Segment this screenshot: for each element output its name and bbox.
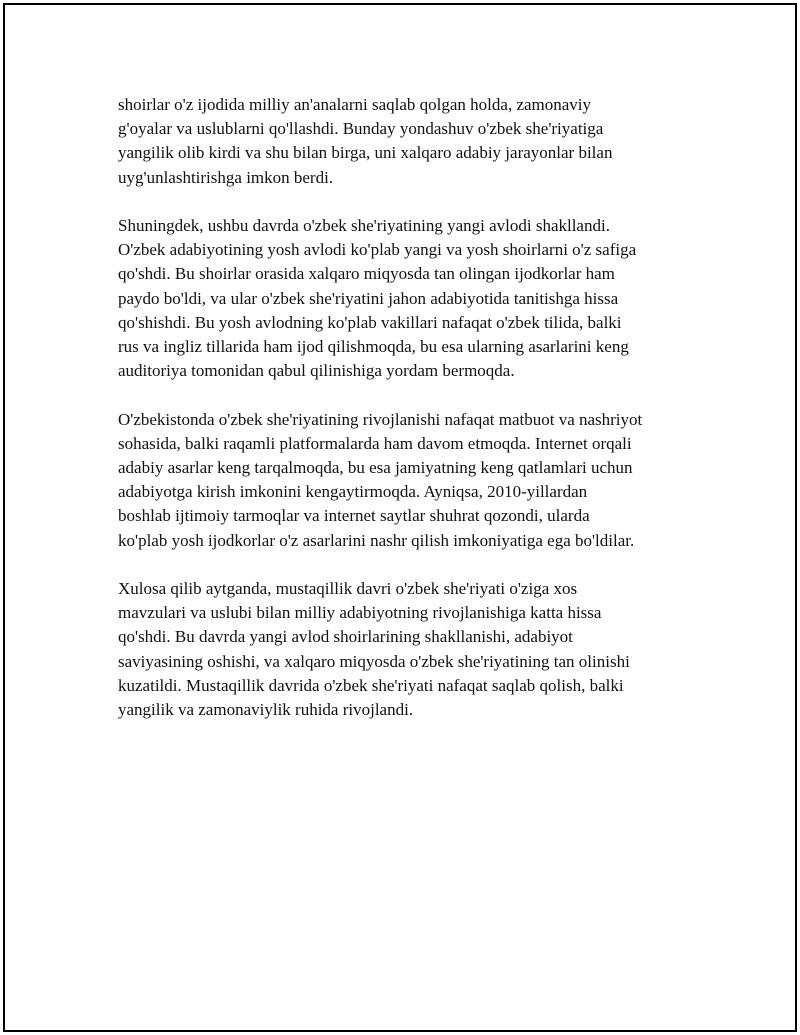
text-line: O'zbekistonda o'zbek she'riyatining rivojlanishi nafaqat matbuot va nashriyot: [118, 409, 643, 429]
text-line: auditoriya tomonidan qabul qilinishiga yordam bermoqda.: [118, 361, 515, 381]
text-line: uyg'unlashtirishga imkon berdi.: [118, 167, 334, 187]
paragraph: [118, 93, 698, 190]
paragraph: [118, 214, 698, 383]
document-body: [118, 93, 698, 746]
text-line: g'oyalar va uslublarni qo'llashdi. Bunday yondashuv o'zbek she'riyatiga: [118, 119, 604, 139]
text-line: adabiy asarlar keng tarqalmoqda, bu esa jamiyatning keng qatlamlari uchun: [118, 458, 633, 478]
text-line: rus va ingliz tillarida ham ijod qilishmoqda, bu esa ularning asarlarini keng: [118, 337, 629, 357]
text-line: yangilik va zamonaviylik ruhida rivojlandi.: [118, 700, 414, 720]
text-line: qo'shdi. Bu shoirlar orasida xalqaro miqyosda tan olingan ijodkorlar ham: [118, 264, 615, 284]
text-line: adabiyotga kirish imkonini kengaytirmoqda. Ayniqsa, 2010-yillardan: [118, 482, 588, 502]
text-line: kuzatildi. Mustaqillik davrida o'zbek she'riyati nafaqat saqlab qolish, balki: [118, 675, 624, 695]
text-line: mavzulari va uslubi bilan milliy adabiyotning rivojlanishiga katta hissa: [118, 603, 602, 623]
text-line: Xulosa qilib aytganda, mustaqillik davri o'zbek she'riyati o'ziga xos: [118, 579, 578, 599]
text-line: qo'shdi. Bu davrda yangi avlod shoirlarining shakllanishi, adabiyot: [118, 627, 573, 647]
text-line: ko'plab yosh ijodkorlar o'z asarlarini nashr qilish imkoniyatiga ega bo'ldilar.: [118, 530, 635, 550]
text-line: saviyasining oshishi, va xalqaro miqyosda o'zbek she'riyatining tan olinishi: [118, 651, 630, 671]
text-line: Shuningdek, ushbu davrda o'zbek she'riyatining yangi avlodi shakllandi.: [118, 216, 610, 235]
text-line: boshlab ijtimoiy tarmoqlar va internet saytlar shuhrat qozondi, ularda: [118, 506, 590, 526]
text-line: yangilik olib kirdi va shu bilan birga, uni xalqaro adabiy jarayonlar bilan: [118, 143, 613, 163]
text-line: paydo bo'ldi, va ular o'zbek she'riyatini jahon adabiyotida tanitishga hissa: [118, 288, 619, 308]
paragraph: [118, 577, 698, 722]
text-line: shoirlar o'z ijodida milliy an'analarni saqlab qolgan holda, zamonaviy: [118, 95, 592, 114]
text-line: O'zbek adabiyotining yosh avlodi ko'plab yangi va yosh shoirlarni o'z safiga: [118, 240, 637, 260]
paragraph: [118, 408, 698, 553]
text-line: qo'shishdi. Bu yosh avlodning ko'plab vakillari nafaqat o'zbek tilida, balki: [118, 312, 622, 332]
text-line: sohasida, balki raqamli platformalarda ham davom etmoqda. Internet orqali: [118, 433, 632, 453]
